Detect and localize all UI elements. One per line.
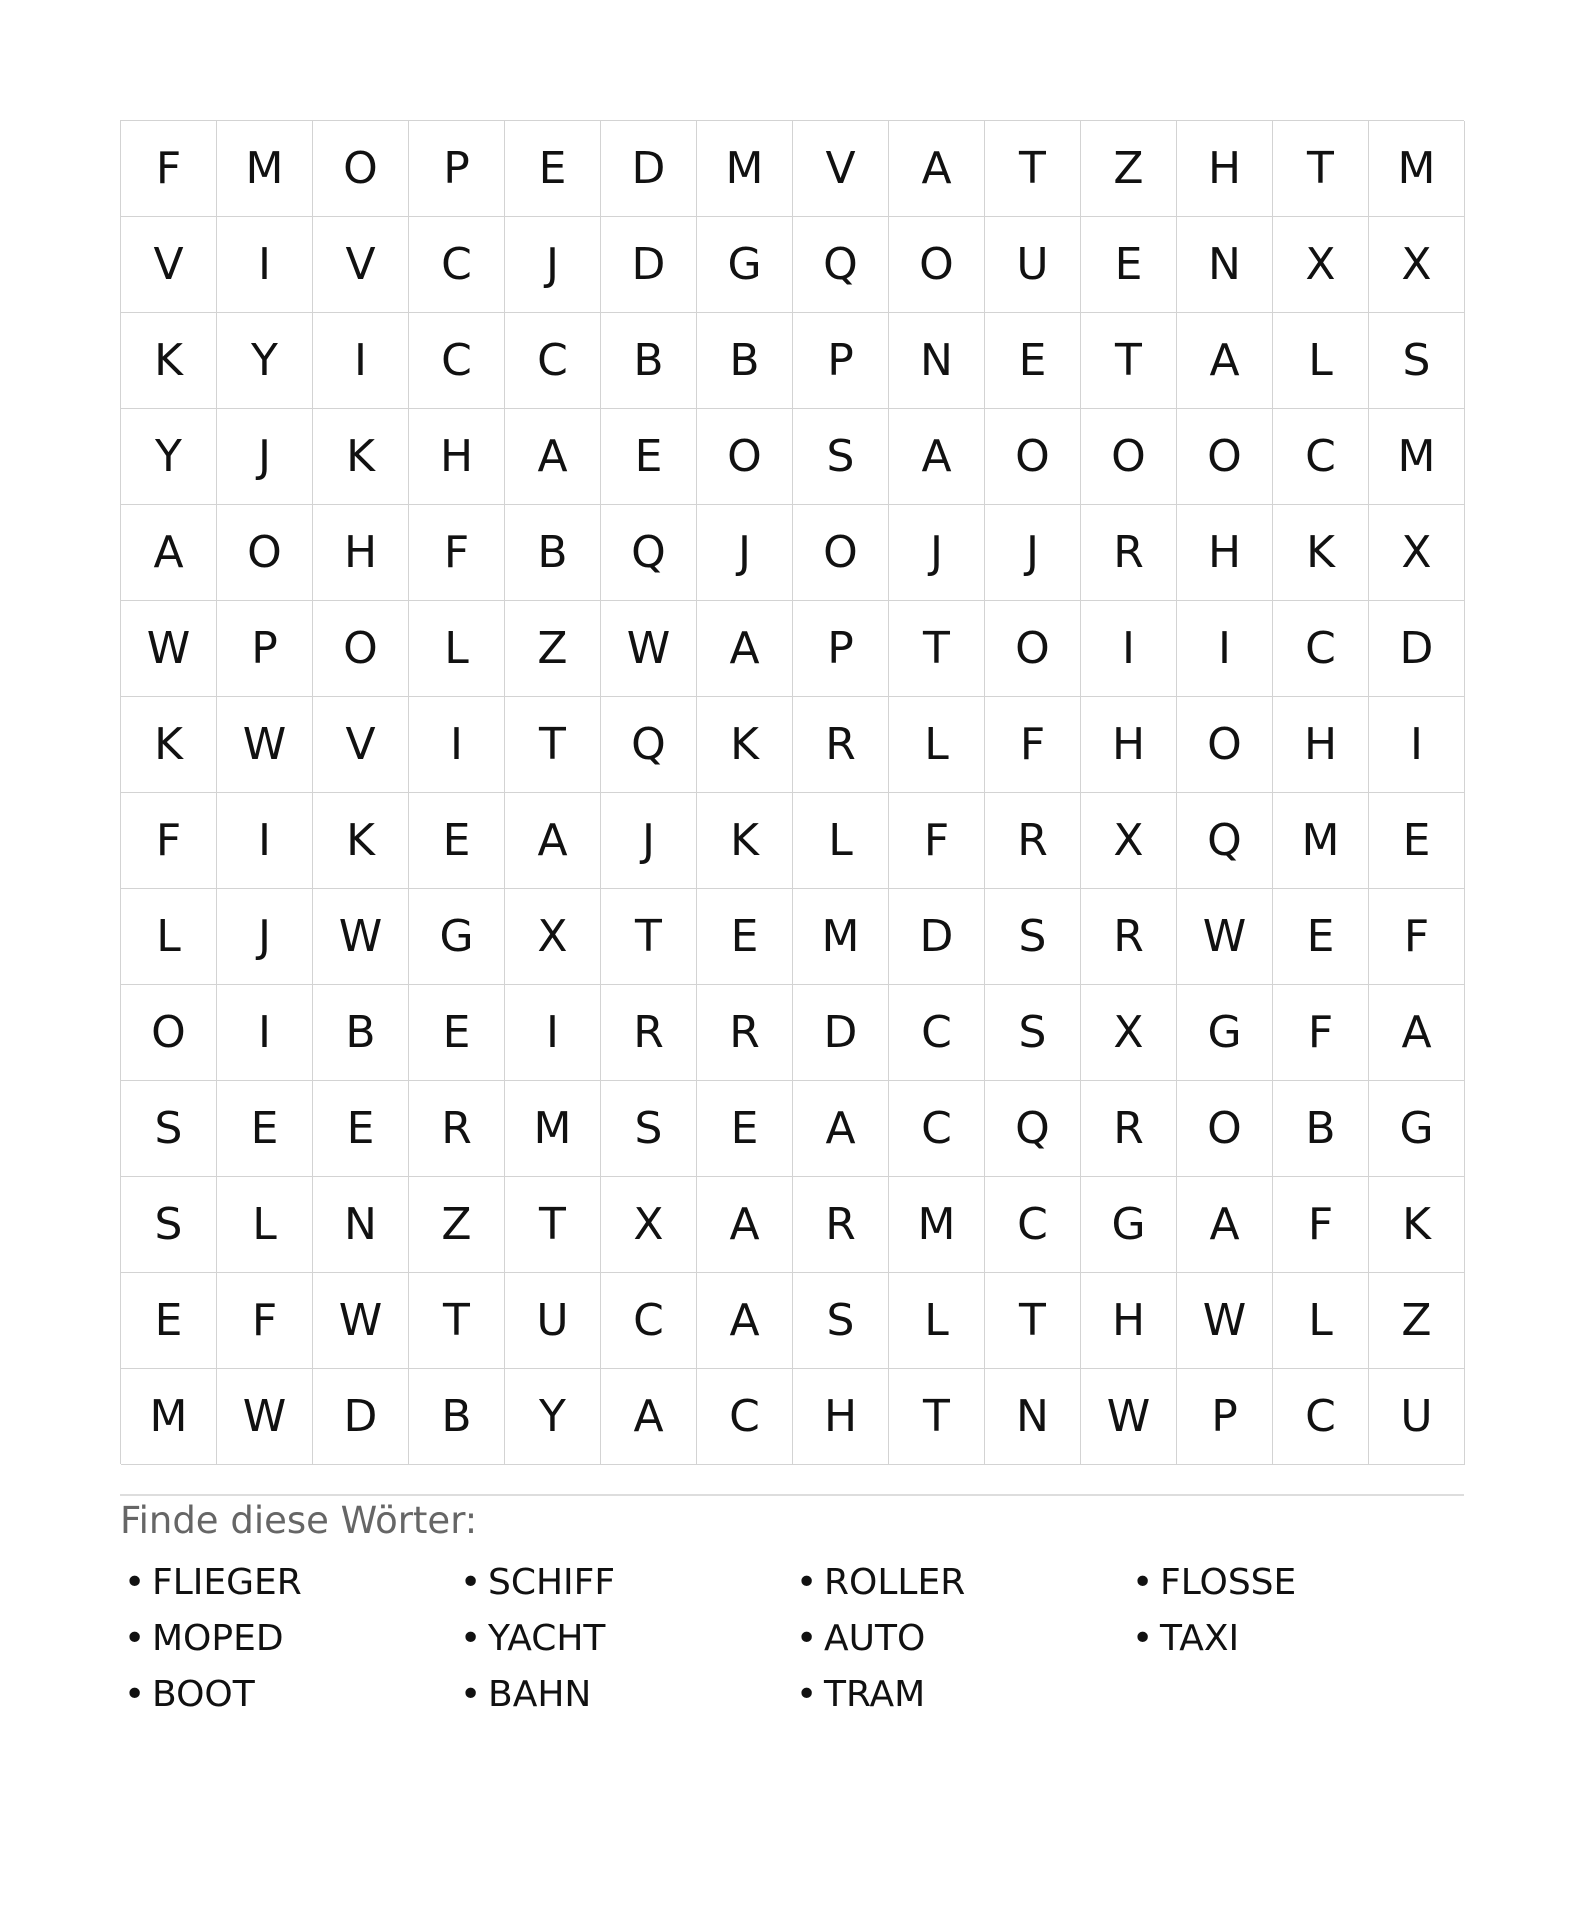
grid-cell[interactable]: C (1273, 601, 1369, 697)
grid-cell[interactable]: H (793, 1369, 889, 1465)
grid-cell[interactable]: U (985, 217, 1081, 313)
word-list-item (120, 1667, 456, 1723)
grid-cell[interactable]: F (217, 1273, 313, 1369)
word-label: FLOSSE (1160, 1562, 1297, 1603)
grid-cell[interactable]: I (1177, 601, 1273, 697)
grid-cell[interactable]: W (313, 1273, 409, 1369)
grid-cell[interactable]: M (697, 121, 793, 217)
grid-cell[interactable]: C (985, 1177, 1081, 1273)
word-list-item (456, 1555, 792, 1611)
grid-cell[interactable]: M (217, 121, 313, 217)
grid-cell[interactable]: P (793, 601, 889, 697)
word-label: FLIEGER (152, 1562, 302, 1603)
grid-cell[interactable]: I (1081, 601, 1177, 697)
grid-cell[interactable]: J (217, 409, 313, 505)
grid-cell[interactable]: O (1177, 409, 1273, 505)
grid-cell[interactable]: P (217, 601, 313, 697)
grid-cell[interactable]: R (601, 985, 697, 1081)
word-list-item (456, 1667, 792, 1723)
grid-cell[interactable]: K (313, 793, 409, 889)
grid-cell[interactable]: G (409, 889, 505, 985)
grid-cell[interactable]: J (601, 793, 697, 889)
grid-cell[interactable]: S (121, 1081, 217, 1177)
grid-cell[interactable]: N (1177, 217, 1273, 313)
grid-cell[interactable]: I (409, 697, 505, 793)
grid-cell[interactable]: S (985, 985, 1081, 1081)
grid-cell[interactable]: H (409, 409, 505, 505)
grid-cell[interactable]: O (985, 601, 1081, 697)
grid-cell[interactable]: F (1369, 889, 1465, 985)
grid-cell[interactable]: A (1177, 1177, 1273, 1273)
grid-cell[interactable]: W (1081, 1369, 1177, 1465)
grid-cell[interactable]: A (505, 409, 601, 505)
grid-cell[interactable]: D (793, 985, 889, 1081)
word-list-item (1128, 1611, 1464, 1667)
grid-cell[interactable]: F (1273, 985, 1369, 1081)
grid-cell[interactable]: L (409, 601, 505, 697)
grid-cell[interactable]: W (217, 1369, 313, 1465)
grid-cell[interactable]: W (1177, 889, 1273, 985)
grid-cell[interactable]: F (121, 793, 217, 889)
grid-cell[interactable]: O (697, 409, 793, 505)
grid-cell[interactable]: O (121, 985, 217, 1081)
grid-cell[interactable]: V (121, 217, 217, 313)
grid-cell[interactable]: C (1273, 409, 1369, 505)
word-label: BAHN (488, 1674, 592, 1715)
grid-cell[interactable]: D (601, 217, 697, 313)
grid-cell[interactable]: J (697, 505, 793, 601)
grid-cell[interactable]: I (217, 793, 313, 889)
grid-cell[interactable]: E (697, 889, 793, 985)
word-list-item (456, 1611, 792, 1667)
word-list (120, 1555, 1464, 1723)
grid-cell[interactable]: L (889, 1273, 985, 1369)
grid-cell[interactable]: S (1369, 313, 1465, 409)
grid-cell[interactable]: M (505, 1081, 601, 1177)
grid-cell[interactable]: A (1369, 985, 1465, 1081)
word-search-grid (120, 120, 1464, 1464)
grid-cell[interactable]: J (505, 217, 601, 313)
grid-cell[interactable]: T (889, 601, 985, 697)
word-label: MOPED (152, 1618, 284, 1659)
grid-cell[interactable]: L (1273, 313, 1369, 409)
grid-cell[interactable]: B (697, 313, 793, 409)
grid-cell[interactable]: Q (985, 1081, 1081, 1177)
grid-cell[interactable]: L (1273, 1273, 1369, 1369)
grid-cell[interactable]: N (985, 1369, 1081, 1465)
grid-cell[interactable]: S (601, 1081, 697, 1177)
grid-cell[interactable]: Y (121, 409, 217, 505)
grid-cell[interactable]: X (1369, 217, 1465, 313)
word-label: ROLLER (824, 1562, 966, 1603)
grid-cell[interactable]: M (1369, 409, 1465, 505)
grid-cell[interactable]: C (697, 1369, 793, 1465)
grid-cell[interactable]: B (601, 313, 697, 409)
words-heading: Finde diese Wörter: (120, 1499, 478, 1542)
divider (120, 1494, 1464, 1496)
grid-cell[interactable]: O (1177, 697, 1273, 793)
word-label: SCHIFF (488, 1562, 616, 1603)
grid-cell[interactable]: I (1369, 697, 1465, 793)
grid-cell[interactable]: F (889, 793, 985, 889)
grid-cell[interactable]: X (1081, 985, 1177, 1081)
word-label: AUTO (824, 1618, 926, 1659)
grid-cell[interactable]: S (793, 1273, 889, 1369)
grid-cell[interactable]: M (1369, 121, 1465, 217)
grid-cell[interactable]: E (409, 985, 505, 1081)
word-label: YACHT (488, 1618, 606, 1659)
grid-cell[interactable]: K (1369, 1177, 1465, 1273)
grid-cell[interactable]: L (217, 1177, 313, 1273)
grid-cell[interactable]: X (601, 1177, 697, 1273)
word-list-item (120, 1555, 456, 1611)
grid-cell[interactable]: Z (1081, 121, 1177, 217)
grid-cell[interactable]: W (217, 697, 313, 793)
grid-cell[interactable]: N (313, 1177, 409, 1273)
grid-cell[interactable]: C (1273, 1369, 1369, 1465)
grid-cell[interactable]: Q (1177, 793, 1273, 889)
word-list-item (792, 1667, 1128, 1723)
grid-cell[interactable]: O (1177, 1081, 1273, 1177)
grid-cell[interactable]: T (505, 697, 601, 793)
grid-cell[interactable]: G (697, 217, 793, 313)
grid-cell[interactable]: A (1177, 313, 1273, 409)
grid-cell[interactable]: A (793, 1081, 889, 1177)
grid-cell[interactable]: T (505, 1177, 601, 1273)
grid-cell[interactable]: R (793, 1177, 889, 1273)
grid-cell[interactable]: R (985, 793, 1081, 889)
grid-cell[interactable]: T (1273, 121, 1369, 217)
grid-cell[interactable]: H (1177, 121, 1273, 217)
grid-cell[interactable]: K (313, 409, 409, 505)
grid-cell[interactable]: H (1273, 697, 1369, 793)
grid-cell[interactable]: T (985, 1273, 1081, 1369)
grid-cell[interactable]: A (121, 505, 217, 601)
grid-cell[interactable]: T (409, 1273, 505, 1369)
grid-cell[interactable]: R (409, 1081, 505, 1177)
grid-cell[interactable]: I (313, 313, 409, 409)
grid-cell[interactable]: O (313, 121, 409, 217)
grid-cell[interactable]: V (313, 697, 409, 793)
grid-cell[interactable]: O (1081, 409, 1177, 505)
word-list-item (792, 1555, 1128, 1611)
grid-cell[interactable]: E (697, 1081, 793, 1177)
grid-cell[interactable]: L (889, 697, 985, 793)
grid-cell[interactable]: E (985, 313, 1081, 409)
word-list-item (120, 1611, 456, 1667)
grid-cell[interactable]: Y (217, 313, 313, 409)
grid-cell[interactable]: W (601, 601, 697, 697)
grid-cell[interactable]: G (1177, 985, 1273, 1081)
grid-cell[interactable]: L (793, 793, 889, 889)
grid-cell[interactable]: I (217, 985, 313, 1081)
grid-cell[interactable]: M (1273, 793, 1369, 889)
grid-cell[interactable]: P (409, 121, 505, 217)
grid-cell[interactable]: B (1273, 1081, 1369, 1177)
grid-cell[interactable]: A (889, 409, 985, 505)
grid-cell[interactable]: D (1369, 601, 1465, 697)
grid-cell[interactable]: A (505, 793, 601, 889)
grid-cell[interactable]: Q (793, 217, 889, 313)
grid-cell[interactable]: B (313, 985, 409, 1081)
grid-cell[interactable]: F (1273, 1177, 1369, 1273)
grid-cell[interactable]: K (697, 793, 793, 889)
grid-cell[interactable]: X (505, 889, 601, 985)
grid-cell[interactable]: A (697, 601, 793, 697)
grid-cell[interactable]: O (217, 505, 313, 601)
word-list-item (792, 1611, 1128, 1667)
grid-cell[interactable]: W (121, 601, 217, 697)
grid-cell[interactable]: Z (505, 601, 601, 697)
grid-cell[interactable]: E (409, 793, 505, 889)
grid-cell[interactable]: E (601, 409, 697, 505)
grid-cell[interactable]: P (1177, 1369, 1273, 1465)
grid-cell[interactable]: X (1273, 217, 1369, 313)
grid-cell[interactable]: O (985, 409, 1081, 505)
grid-cell[interactable]: K (697, 697, 793, 793)
grid-cell[interactable]: I (217, 217, 313, 313)
grid-cell[interactable]: A (697, 1177, 793, 1273)
grid-cell[interactable]: Z (409, 1177, 505, 1273)
grid-cell[interactable]: S (793, 409, 889, 505)
grid-cell[interactable]: M (889, 1177, 985, 1273)
grid-cell[interactable]: D (889, 889, 985, 985)
grid-cell[interactable]: R (793, 697, 889, 793)
word-label: TRAM (824, 1674, 926, 1715)
grid-cell[interactable]: S (121, 1177, 217, 1273)
grid-cell[interactable]: Z (1369, 1273, 1465, 1369)
grid-cell[interactable]: L (121, 889, 217, 985)
grid-cell[interactable]: E (217, 1081, 313, 1177)
grid-cell[interactable]: O (793, 505, 889, 601)
grid-cell[interactable]: G (1369, 1081, 1465, 1177)
grid-cell[interactable]: K (1273, 505, 1369, 601)
grid-cell[interactable]: T (985, 121, 1081, 217)
grid-cell[interactable]: R (1081, 1081, 1177, 1177)
word-label: BOOT (152, 1674, 255, 1715)
grid-cell[interactable]: M (121, 1369, 217, 1465)
grid-cell[interactable]: V (793, 121, 889, 217)
grid-cell[interactable]: H (1081, 697, 1177, 793)
grid-cell[interactable]: F (409, 505, 505, 601)
grid-cell[interactable]: C (889, 1081, 985, 1177)
grid-cell[interactable]: C (409, 217, 505, 313)
grid-cell[interactable]: E (1081, 217, 1177, 313)
grid-cell[interactable]: T (889, 1369, 985, 1465)
word-list-item (1128, 1555, 1464, 1611)
grid-cell[interactable]: F (985, 697, 1081, 793)
grid-cell[interactable]: Y (505, 1369, 601, 1465)
grid-cell[interactable]: T (601, 889, 697, 985)
grid-cell[interactable]: E (1273, 889, 1369, 985)
grid-cell[interactable]: J (217, 889, 313, 985)
grid-cell[interactable]: B (505, 505, 601, 601)
grid-cell[interactable]: E (1369, 793, 1465, 889)
grid-cell[interactable]: R (1081, 505, 1177, 601)
grid-cell[interactable]: A (889, 121, 985, 217)
grid-cell[interactable]: T (1081, 313, 1177, 409)
grid-cell[interactable]: B (409, 1369, 505, 1465)
grid-cell[interactable]: J (985, 505, 1081, 601)
grid-cell[interactable]: E (505, 121, 601, 217)
grid-cell[interactable]: O (313, 601, 409, 697)
grid-cell[interactable]: E (121, 1273, 217, 1369)
grid-cell[interactable]: H (1081, 1273, 1177, 1369)
grid-cell[interactable]: A (697, 1273, 793, 1369)
grid-cell[interactable]: U (1369, 1369, 1465, 1465)
grid-cell[interactable]: I (505, 985, 601, 1081)
grid-cell[interactable]: K (121, 313, 217, 409)
grid-cell[interactable]: O (889, 217, 985, 313)
grid-cell[interactable]: H (313, 505, 409, 601)
grid-cell[interactable]: C (409, 313, 505, 409)
grid-cell[interactable]: X (1369, 505, 1465, 601)
grid-cell[interactable]: H (1177, 505, 1273, 601)
grid-cell[interactable]: W (313, 889, 409, 985)
grid-cell[interactable]: R (697, 985, 793, 1081)
grid-cell[interactable]: X (1081, 793, 1177, 889)
grid-cell[interactable]: F (121, 121, 217, 217)
grid-cell[interactable]: Q (601, 505, 697, 601)
grid-cell[interactable]: C (505, 313, 601, 409)
grid-cell[interactable]: S (985, 889, 1081, 985)
grid-cell[interactable]: E (313, 1081, 409, 1177)
grid-cell[interactable]: C (889, 985, 985, 1081)
word-label: TAXI (1160, 1618, 1240, 1659)
grid-cell[interactable]: Q (601, 697, 697, 793)
grid-cell[interactable]: J (889, 505, 985, 601)
grid-cell[interactable]: M (793, 889, 889, 985)
grid-cell[interactable]: C (601, 1273, 697, 1369)
grid-cell[interactable]: G (1081, 1177, 1177, 1273)
grid-cell[interactable]: W (1177, 1273, 1273, 1369)
grid-cell[interactable]: K (121, 697, 217, 793)
grid-cell[interactable]: N (889, 313, 985, 409)
grid-cell[interactable]: D (601, 121, 697, 217)
grid-cell[interactable]: V (313, 217, 409, 313)
grid-cell[interactable]: D (313, 1369, 409, 1465)
grid-cell[interactable]: R (1081, 889, 1177, 985)
grid-cell[interactable]: U (505, 1273, 601, 1369)
grid-cell[interactable]: P (793, 313, 889, 409)
grid-cell[interactable]: A (601, 1369, 697, 1465)
